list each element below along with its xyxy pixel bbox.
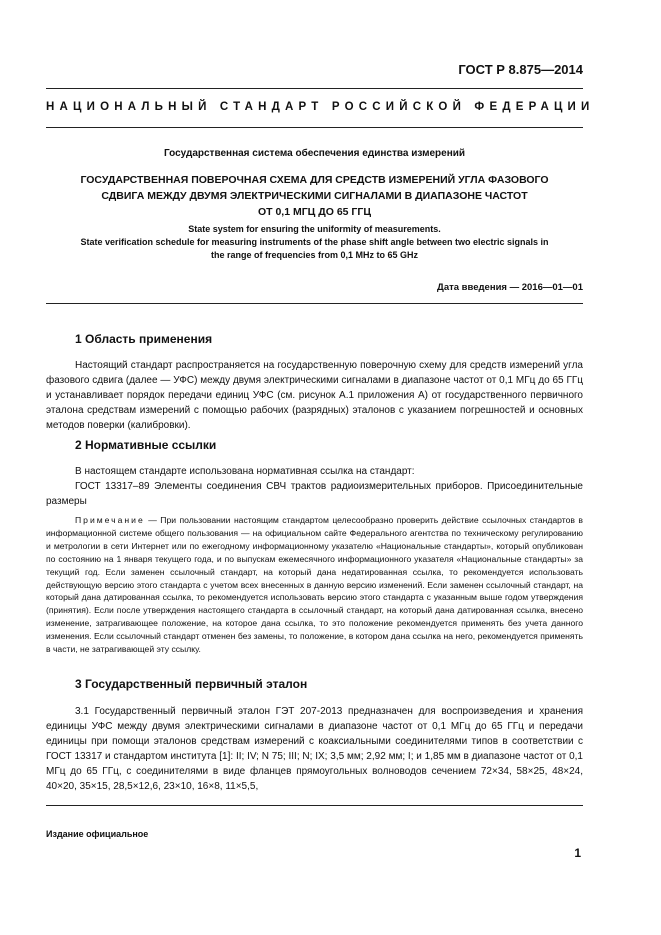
standard-code: ГОСТ Р 8.875—2014: [458, 62, 583, 77]
title-ru-line: СДВИГА МЕЖДУ ДВУМЯ ЭЛЕКТРИЧЕСКИМИ СИГНАЛАМИ В ДИАПАЗОНЕ ЧАСТОТ: [101, 190, 528, 202]
note-text: — При пользовании настоящим стандартом целесообразно проверить действие ссылочных стандартов в информационной системе общего пользования — на официальном сайте Федерального агентства по техническому регулированию и метрологии в сети Интернет или по ежегодному информационному указателю «Национальные стандарты», который опубликован по состоянию на 1 января текущего года, и по выпускам ежемесячного информационного указателя «Национальные стандарты» за текущий год. Если заменен ссылочный стандарт, на который дана недатированная ссылка, то рекомендуется использовать действующую версию этого стандарта с учетом всех внесенных в данную версию изменений. Если заменен ссылочный стандарт, на который дана датированная ссылка, то рекомендуется использовать версию этого стандарта с указанным выше годом утверждения (принятия). Если после утверждения настоящего стандарта в ссылочный стандарт, на который дана датированная ссылка, внесено изменение, затрагивающее положение, на которое дана ссылка, то это положение рекомендуется применять без учета данного изменения. Если ссылочный стандарт отменен без замены, то положение, в котором дана ссылка на него, рекомендуется применять в части, не затрагивающей эту ссылку.: [46, 515, 583, 655]
section-body: [46, 358, 583, 433]
note-paragraph: [46, 514, 583, 656]
edition-note: Издание официальное: [46, 829, 149, 839]
intro-date: Дата введения — 2016—01—01: [437, 282, 583, 293]
system-title: Государственная система обеспечения единства измерений: [163, 148, 466, 159]
paragraph: Настоящий стандарт распространяется на государственную поверочную схему для средств измерений угла фазового сдвига (далее — УФС) между двумя электрическими сигналами в диапазоне частот от 0,1 МГц до 65 ГГц и устанавливает порядок передачи единиц УФС (см. рисунок А.1 приложения А) от государственного первичного эталона средствам измерений с помощью рабочих (разрядных) эталонов с указанием погрешностей и основных методов поверки (калибровки).: [46, 360, 583, 431]
paragraph: 3.1 Государственный первичный эталон ГЭТ 207-2013 предназначен для воспроизведения и хранения единицы УФС между двумя электрическими сигналами в диапазоне частот от 0,1 МГц до 65 ГГц и передачи единицы при помощи эталонов средствам измерений с коаксиальными соединителями типов в соответствии с ГОСТ 13317 и стандартом института [1]: II; IV; N 75; III; N; IX; 3,5 мм; 2,92 мм; I; и 1,85 мм в диапазоне частот от 0,1 МГц до 65 ГГц, с соединителями в виде фланцев прямоугольных волноводов сечением 72×34, 58×25, 48×24, 40×20, 35×15, 28,5×12,6, 23×10, 16×8, 11×5,5,: [46, 706, 583, 792]
note-label: Примечание: [75, 515, 145, 525]
title-en-line: State verification schedule for measuring instruments of the phase shift angle between two electric signals in: [80, 237, 549, 247]
title-ru-line: ОТ 0,1 МГЦ ДО 65 ГГЦ: [257, 206, 372, 218]
note: [46, 514, 583, 656]
section-heading: 1 Область применения: [75, 332, 213, 346]
document-title-ru: [46, 172, 583, 220]
footer-rule: [46, 805, 583, 806]
header-rule: [46, 88, 583, 89]
page-number: 1: [574, 846, 581, 860]
banner-rule: [46, 127, 583, 128]
paragraph: В настоящем стандарте использована нормативная ссылка на стандарт:: [75, 466, 415, 477]
section-heading: 3 Государственный первичный эталон: [75, 677, 308, 691]
title-en-line: the range of frequencies from 0,1 MHz to 65 GHz: [210, 250, 419, 260]
national-standard-banner: НАЦИОНАЛЬНЫЙ СТАНДАРТ РОССИЙСКОЙ ФЕДЕРАЦИИ: [46, 101, 595, 113]
section-body: [46, 464, 583, 509]
section-body: [46, 704, 583, 794]
title-ru-line: ГОСУДАРСТВЕННАЯ ПОВЕРОЧНАЯ СХЕМА ДЛЯ СРЕДСТВ ИЗМЕРЕНИЙ УГЛА ФАЗОВОГО: [80, 174, 549, 186]
paragraph: ГОСТ 13317–89 Элементы соединения СВЧ трактов радиоизмерительных приборов. Присоединительные размеры: [46, 481, 583, 507]
section-heading: 2 Нормативные ссылки: [75, 438, 217, 452]
date-rule: [46, 303, 583, 304]
title-en-line: State system for ensuring the uniformity of measurements.: [188, 224, 441, 234]
document-title-en: [46, 223, 583, 262]
